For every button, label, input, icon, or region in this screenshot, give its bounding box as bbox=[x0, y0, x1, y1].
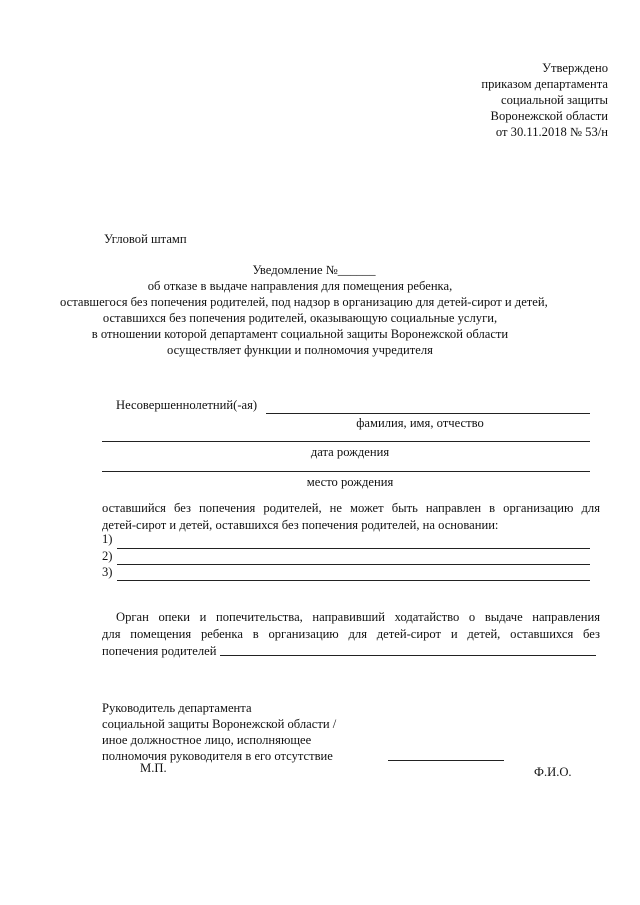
minor-label: Несовершеннолетний(-ая) bbox=[116, 398, 258, 412]
name-field-line-2[interactable] bbox=[102, 441, 590, 442]
signatory-line: социальной защиты Воронежской области / bbox=[102, 717, 337, 731]
approval-line: от 30.11.2018 № 53/н bbox=[495, 125, 608, 139]
name-field-line[interactable] bbox=[266, 413, 590, 414]
signatory-line: Руководитель департамента bbox=[102, 701, 252, 715]
reasons-intro-line: детей-сирот и детей, оставшихся без попечения родителей, на основании: bbox=[102, 518, 499, 532]
notice-number: Уведомление №______ bbox=[252, 263, 376, 277]
birthplace-field-line[interactable] bbox=[102, 471, 590, 472]
corner-stamp-label: Угловой штамп bbox=[104, 232, 187, 246]
guardianship-line: Орган опеки и попечительства, направивший ходатайство о выдаче направления bbox=[116, 610, 600, 624]
approval-line: Утверждено bbox=[542, 61, 608, 75]
approval-line: социальной защиты bbox=[501, 93, 608, 107]
signature-block bbox=[102, 700, 336, 764]
reason-item-2-line[interactable] bbox=[117, 564, 590, 565]
guardianship-line: для помещения ребенка в организацию для детей-сирот и детей, оставшихся без bbox=[102, 627, 600, 641]
title-line: осуществляет функции и полномочия учредителя bbox=[167, 343, 433, 357]
seal-label: М.П. bbox=[140, 761, 167, 775]
title-line: оставшегося без попечения родителей, под надзор в организацию для детей-сирот и детей, bbox=[60, 295, 548, 309]
reason-item-1-line[interactable] bbox=[117, 548, 590, 549]
signatory-line: полномочия руководителя в его отсутствие bbox=[102, 749, 333, 763]
title-line: оставшихся без попечения родителей, оказывающую социальные услуги, bbox=[102, 311, 498, 325]
guardianship-field-line[interactable] bbox=[220, 655, 596, 656]
reason-item-2-label: 2) bbox=[102, 549, 113, 563]
signatory-line: иное должностное лицо, исполняющее bbox=[102, 733, 312, 747]
birthdate-caption: дата рождения bbox=[310, 445, 390, 459]
reason-item-3-line[interactable] bbox=[117, 580, 590, 581]
fio-label: Ф.И.О. bbox=[534, 765, 572, 779]
approval-line: Воронежской области bbox=[490, 109, 608, 123]
approval-line: приказом департамента bbox=[481, 77, 608, 91]
title-line: в отношении которой департамент социальной защиты Воронежской области bbox=[91, 327, 509, 341]
reason-item-1-label: 1) bbox=[102, 532, 113, 546]
document-title bbox=[60, 262, 548, 358]
title-line: об отказе в выдаче направления для помещения ребенка, bbox=[147, 279, 453, 293]
reasons-intro-line: оставшийся без попечения родителей, не может быть направлен в организацию для bbox=[102, 501, 600, 515]
birthplace-caption: место рождения bbox=[306, 475, 394, 489]
reason-item-3-label: 3) bbox=[102, 565, 113, 579]
guardianship-paragraph bbox=[102, 609, 600, 660]
signature-field-line[interactable] bbox=[388, 760, 504, 761]
approval-block bbox=[481, 60, 608, 140]
reasons-paragraph bbox=[102, 500, 600, 534]
guardianship-line: попечения родителей bbox=[102, 644, 217, 658]
name-caption: фамилия, имя, отчество bbox=[356, 416, 484, 430]
